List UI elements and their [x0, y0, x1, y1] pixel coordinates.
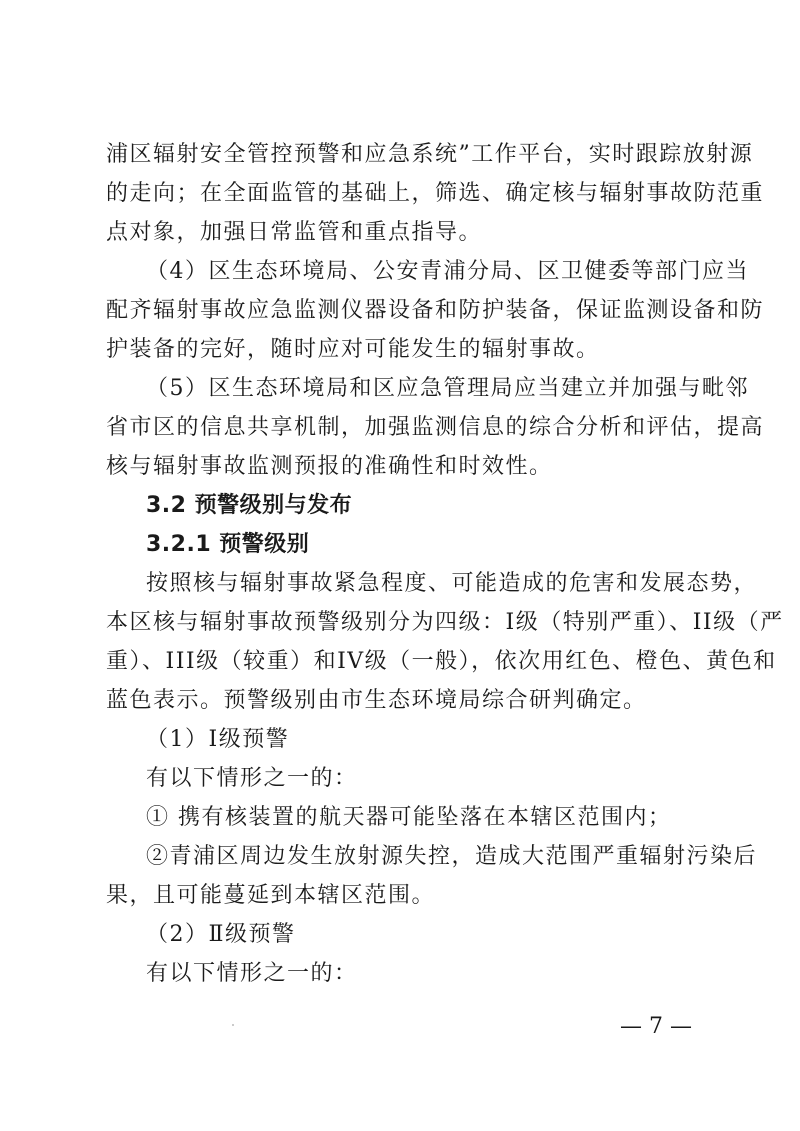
subsection-heading: 3.2.1 预警级别	[146, 532, 310, 557]
paragraph-line: 的走向；在全面监管的基础上，筛选、确定核与辐射事故防范重	[106, 181, 765, 206]
page-number: — 7 —	[620, 1014, 692, 1039]
level-1-item: ① 携有核装置的航天器可能坠落在本辖区范围内；	[146, 805, 672, 830]
paragraph-line: 浦区辐射安全管控预警和应急系统”工作平台，实时跟踪放射源	[106, 142, 754, 167]
paragraph-line: 护装备的完好，随时应对可能发生的辐射事故。	[106, 337, 600, 362]
paragraph-line: 点对象，加强日常监管和重点指导。	[106, 220, 483, 245]
paragraph-line: （5）区生态环境局和区应急管理局应当建立并加强与毗邻	[146, 376, 749, 401]
paragraph-line: 重）、III级（较重）和IV级（一般），依次用红色、橙色、黄色和	[106, 649, 777, 674]
paragraph-line: 配齐辐射事故应急监测仪器设备和防护装备，保证监测设备和防	[106, 298, 765, 323]
level-1-title: （1）Ⅰ级预警	[146, 727, 290, 752]
section-heading: 3.2 预警级别与发布	[146, 493, 353, 518]
level-1-intro: 有以下情形之一的：	[146, 766, 358, 791]
scan-speck	[232, 1024, 234, 1026]
paragraph-line: 本区核与辐射事故预警级别分为四级：I级（特别严重）、II级（严	[106, 610, 784, 635]
paragraph-line: （4）区生态环境局、公安青浦分局、区卫健委等部门应当	[146, 259, 749, 284]
paragraph-line: 按照核与辐射事故紧急程度、可能造成的危害和发展态势，	[146, 571, 758, 596]
level-2-intro: 有以下情形之一的：	[146, 961, 358, 986]
paragraph-line: 核与辐射事故监测预报的准确性和时效性。	[106, 454, 553, 479]
paragraph-line: 蓝色表示。预警级别由市生态环境局综合研判确定。	[106, 688, 647, 713]
paragraph-line: 省市区的信息共享机制，加强监测信息的综合分析和评估，提高	[106, 415, 765, 440]
level-2-title: （2）Ⅱ级预警	[146, 922, 296, 947]
level-1-item-continued: 果，且可能蔓延到本辖区范围。	[106, 883, 436, 908]
level-1-item: ②青浦区周边发生放射源失控，造成大范围严重辐射污染后	[146, 844, 758, 869]
